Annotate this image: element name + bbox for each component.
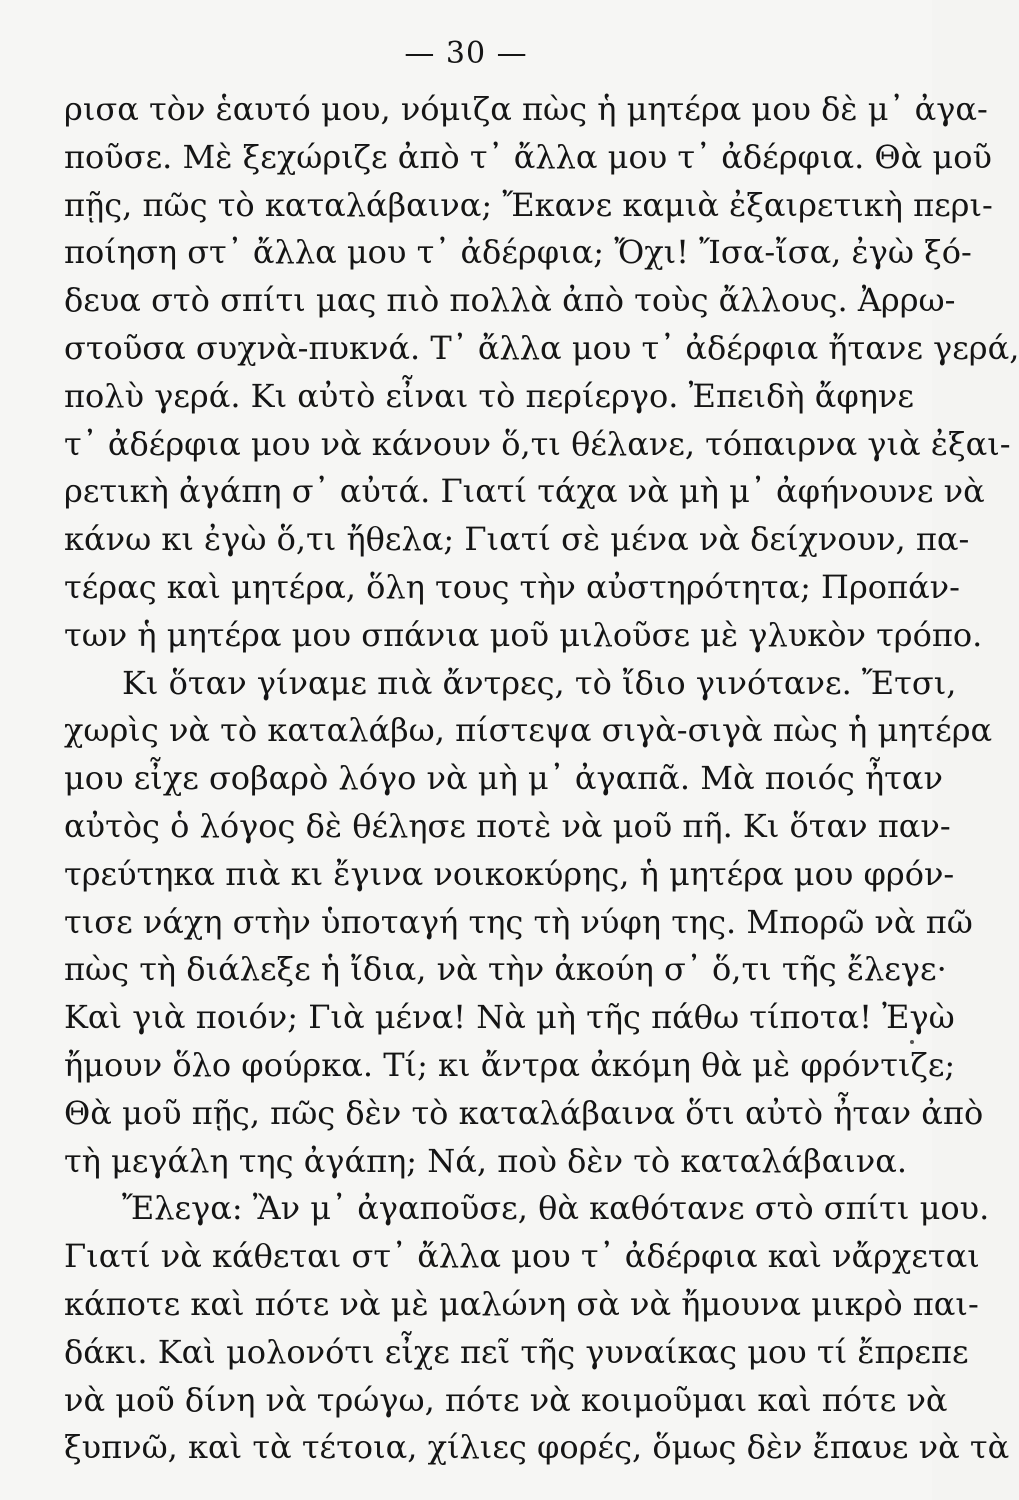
text-line: τὴ μεγάλη της ἀγάπη; Νά, ποὺ δὲν τὸ καταλάβαινα. [64, 1141, 908, 1180]
text-line: αὐτὸς ὁ λόγος δὲ θέλησε ποτὲ νὰ μοῦ πῆ. Κι ὅταν παν- [64, 806, 951, 845]
text-line: ξυπνῶ, καὶ τὰ τέτοια, χίλιες φορές, ὅμως δὲν ἔπαυε νὰ τὰ [64, 1428, 1010, 1467]
text-line: δάκι. Καὶ μολονότι εἶχε πεῖ τῆς γυναίκας μου τί ἔπρεπε [64, 1332, 969, 1371]
text-line: ρετικὴ ἀγάπη σ᾿ αὐτά. Γιατί τάχα νὰ μὴ μ᾿ ἀφήνουνε νὰ [64, 472, 985, 511]
text-line: στοῦσα συχνὰ-πυκνά. Τ᾿ ἄλλα μου τ᾿ ἀδέρφια ἤτανε γερά, [64, 328, 1019, 367]
text-line: των ἡ μητέρα μου σπάνια μοῦ μιλοῦσε μὲ γλυκὸν τρόπο. [64, 615, 983, 654]
text-line: χωρὶς νὰ τὸ καταλάβω, πίστεψα σιγὰ-σιγὰ πὼς ἡ μητέρα [64, 711, 993, 750]
text-line: πολὺ γερά. Κι αὐτὸ εἶναι τὸ περίεργο. Ἐπειδὴ ἄφηνε [64, 376, 914, 415]
text-line: τρεύτηκα πιὰ κι ἔγινα νοικοκύρης, ἡ μητέρα μου φρόν- [64, 854, 955, 893]
text-line: κάποτε καὶ πότε νὰ μὲ μαλώνη σὰ νὰ ἤμουνα μικρὸ παι- [64, 1284, 979, 1323]
text-line: ποίηση στ᾿ ἄλλα μου τ᾿ ἀδέρφια; Ὄχι! Ἴσα-ἴσα, ἐγὼ ξό- [64, 233, 972, 272]
text-line: τέρας καὶ μητέρα, ὅλη τους τὴν αὐστηρότητα; Προπάν- [64, 567, 960, 606]
text-line: μου εἶχε σοβαρὸ λόγο νὰ μὴ μ᾿ ἀγαπᾶ. Μὰ ποιός ἦταν [64, 759, 943, 798]
text-line: δευα στὸ σπίτι μας πιὸ πολλὰ ἀπὸ τοὺς ἄλλους. Ἀρρω- [64, 281, 956, 320]
text-line: τ᾿ ἀδέρφια μου νὰ κάνουν ὅ,τι θέλανε, τόπαιρνα γιὰ ἐξαι- [64, 424, 1011, 463]
body-text [64, 86, 1019, 1472]
text-line: νὰ μοῦ δίνη νὰ τρώγω, πότε νὰ κοιμοῦμαι καὶ πότε νὰ [64, 1380, 948, 1419]
text-line: ποῦσε. Μὲ ξεχώριζε ἀπὸ τ᾿ ἄλλα μου τ᾿ ἀδέρφια. Θὰ μοῦ [64, 137, 992, 176]
text-line: κάνω κι ἐγὼ ὅ,τι ἤθελα; Γιατί σὲ μένα νὰ δείχνουν, πα- [64, 520, 970, 559]
text-line: Θὰ μοῦ πῇς, πῶς δὲν τὸ καταλάβαινα ὅτι αὐτὸ ἦταν ἀπὸ [64, 1093, 984, 1132]
text-line: Καὶ γιὰ ποιόν; Γιὰ μένα! Νὰ μὴ τῆς πάθω τίποτα! Ἐγὼ [64, 998, 955, 1037]
text-line: Γιατί νὰ κάθεται στ᾿ ἄλλα μου τ᾿ ἀδέρφια καὶ νἄρχεται [64, 1237, 980, 1276]
text-line: ρισα τὸν ἑαυτό μου, νόμιζα πὼς ἡ μητέρα μου δὲ μ᾿ ἀγα- [64, 90, 988, 128]
text-line: πῇς, πῶς τὸ καταλάβαινα; Ἔκανε καμιὰ ἐξαιρετικὴ περι- [64, 185, 993, 224]
scan-speck [910, 1040, 914, 1044]
text-line: πὼς τὴ διάλεξε ἡ ἴδια, νὰ τὴν ἀκούη σ᾿ ὅ,τι τῆς ἔλεγε· [64, 950, 947, 989]
text-line: Κι ὅταν γίναμε πιὰ ἄντρες, τὸ ἴδιο γινότανε. Ἔτσι, [122, 663, 957, 702]
text-line: ἤμουν ὅλο φούρκα. Τί; κι ἄντρα ἀκόμη θὰ μὲ φρόντιζε; [64, 1045, 956, 1084]
page-number: — 30 — [404, 36, 528, 71]
text-line: τισε νάχη στὴν ὑποταγή της τὴ νύφη της. Μπορῶ νὰ πῶ [64, 902, 973, 941]
text-line: Ἔλεγα: Ἂν μ᾿ ἀγαποῦσε, θὰ καθότανε στὸ σπίτι μου. [122, 1189, 990, 1228]
